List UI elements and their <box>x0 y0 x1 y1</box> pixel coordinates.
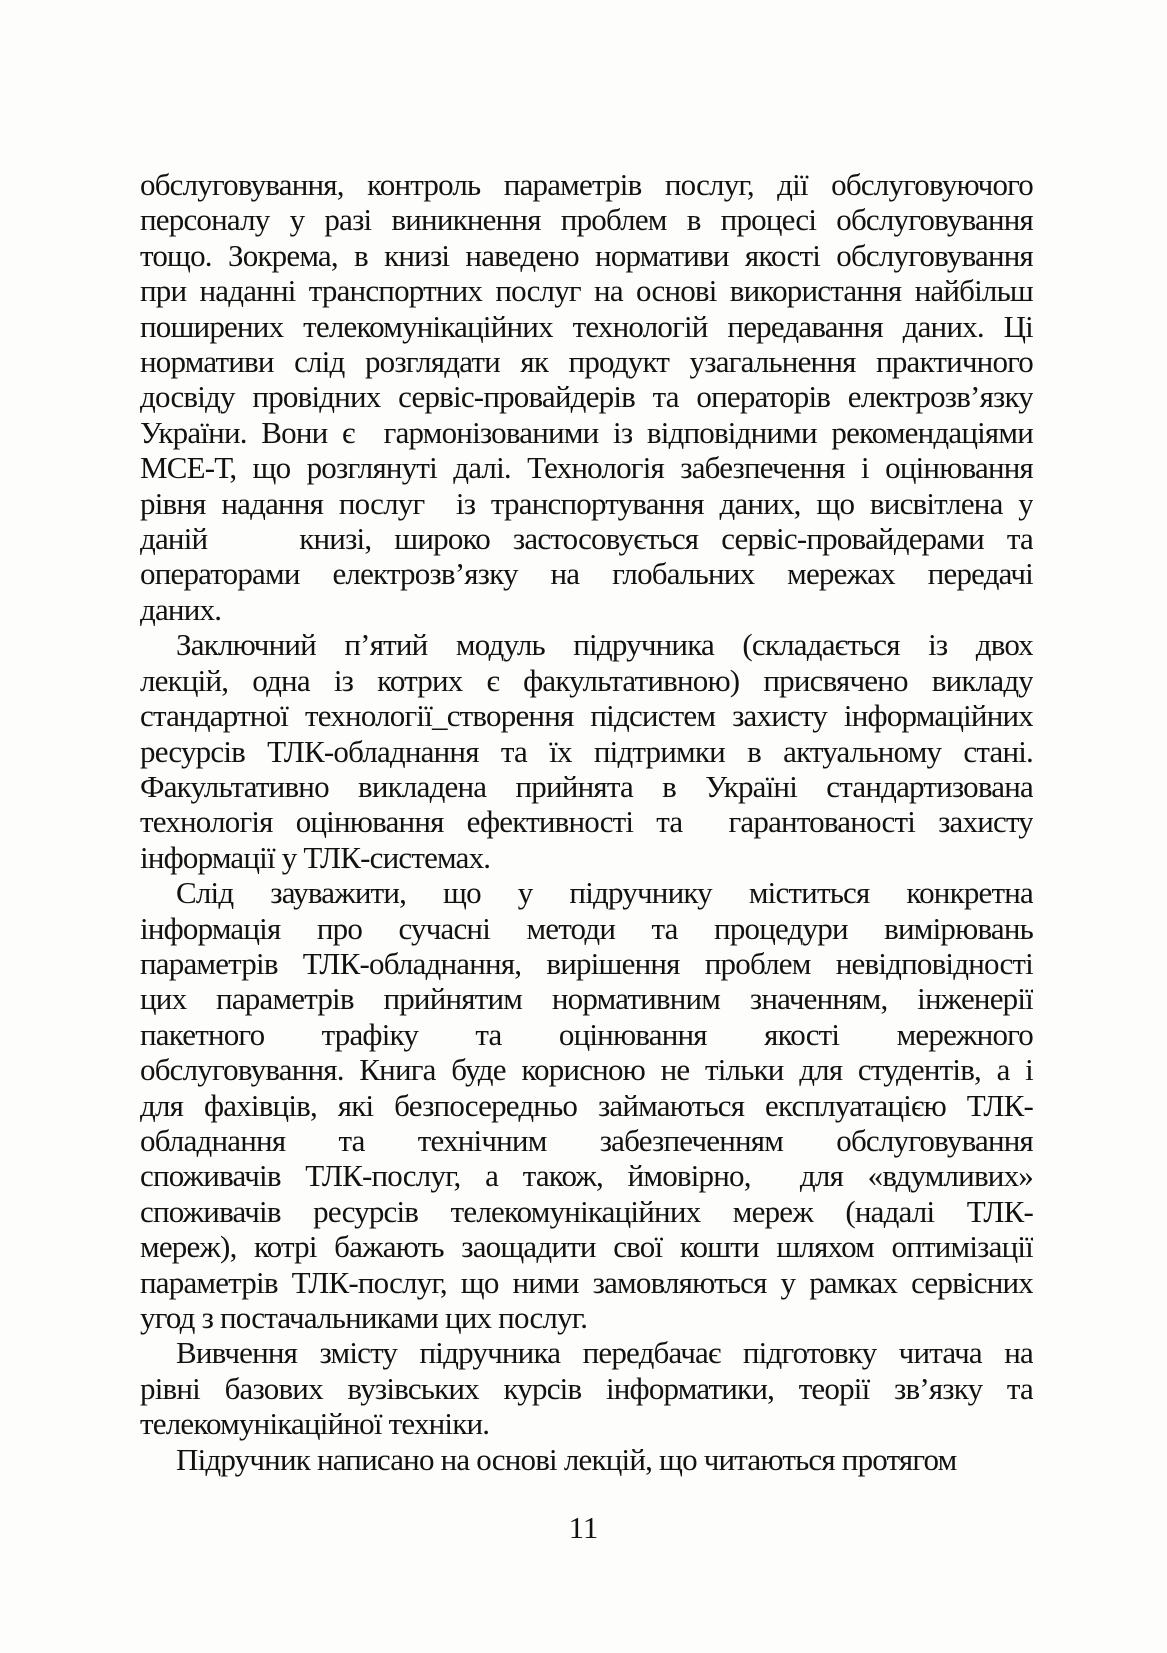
text-line: даних. <box>140 591 222 627</box>
text-line: технологія оцінювання ефективності та гарантованості захисту <box>140 804 1033 840</box>
text-line: цих параметрів прийнятим нормативним значенням, інженерії <box>140 981 1033 1017</box>
text-line: Слід зауважити, що у підручнику міститься конкретна <box>176 875 1033 911</box>
text-line: поширених телекомунікаційних технологій передавання даних. Ці <box>140 308 1033 344</box>
text-line: параметрів ТЛК-обладнання, вирішення проблем невідповідності <box>140 945 1033 981</box>
text-line: рівня надання послуг із транспортування даних, що висвітлена у <box>140 485 1033 521</box>
text-line: ресурсів ТЛК-обладнання та їх підтримки в актуальному стані. <box>140 733 1033 769</box>
text-line: персоналу у разі виникнення проблем в процесі обслуговування <box>140 202 1033 238</box>
text-block <box>140 167 1033 1477</box>
text-line: обладнання та технічним забезпеченням обслуговування <box>140 1122 1033 1158</box>
paragraph-4 <box>140 1335 1033 1441</box>
text-line: України. Вони є гармонізованими із відповідними рекомендаціями <box>140 414 1033 450</box>
text-line: обслуговування, контроль параметрів послуг, дії обслуговуючого <box>140 167 1033 202</box>
paragraph-1 <box>140 167 1033 627</box>
text-line: параметрів ТЛК-послуг, що ними замовляються у рамках сервісних <box>140 1264 1033 1300</box>
text-line: лекцій, одна із котрих є факультативною) присвячено викладу <box>140 662 1033 698</box>
text-line: інформація про сучасні методи та процедури вимірювань <box>140 910 1033 946</box>
text-line: досвіду провідних сервіс-провайдерів та операторів електрозв’язку <box>140 379 1033 415</box>
text-line: пакетного трафіку та оцінювання якості мережного <box>140 1016 1033 1052</box>
text-line: інформації у ТЛК-системах. <box>140 839 491 875</box>
text-line: споживачів ТЛК-послуг, а також, ймовірно, для «вдумливих» <box>140 1158 1033 1194</box>
text-line: тощо. Зокрема, в книзі наведено нормативи якості обслуговування <box>140 237 1033 273</box>
paragraph-2 <box>140 627 1033 875</box>
text-line: Вивчення змісту підручника передбачає підготовку читача на <box>176 1335 1033 1371</box>
text-line: угод з постачальниками цих послуг. <box>140 1300 588 1335</box>
page-number: 11 <box>568 1510 599 1545</box>
paragraph-5 <box>140 1442 1033 1477</box>
text-line: телекомунікаційної техніки. <box>140 1406 490 1442</box>
text-line: мереж), котрі бажають заощадити свої кошти шляхом оптимізації <box>140 1229 1033 1265</box>
text-line: Заключний п’ятий модуль підручника (складається із двох <box>176 627 1033 663</box>
text-line: МСЕ-Т, що розглянуті далі. Технологія забезпечення і оцінювання <box>140 450 1033 486</box>
text-line: рівні базових вузівських курсів інформатики, теорії зв’язку та <box>140 1370 1033 1406</box>
text-line: при наданні транспортних послуг на основі використання найбільш <box>140 273 1033 309</box>
text-line: нормативи слід розглядати як продукт узагальнення практичного <box>140 344 1033 380</box>
text-line: споживачів ресурсів телекомунікаційних мереж (надалі ТЛК- <box>140 1193 1033 1229</box>
text-line: Факультативно викладена прийнята в Україні стандартизована <box>140 768 1033 804</box>
text-line: стандартної технології_створення підсистем захисту інформаційних <box>140 698 1033 734</box>
text-line: для фахівців, які безпосередньо займаються експлуатацією ТЛК- <box>140 1087 1033 1123</box>
text-line: обслуговування. Книга буде корисною не тільки для студентів, а і <box>140 1052 1033 1088</box>
paragraph-3 <box>140 875 1033 1335</box>
text-line: операторами електрозв’язку на глобальних мережах передачі <box>140 556 1033 592</box>
text-line: даній книзі, широко застосовується сервіс-провайдерами та <box>140 521 1033 557</box>
text-line: Підручник написано на основі лекцій, що читаються протягом <box>176 1441 957 1477</box>
